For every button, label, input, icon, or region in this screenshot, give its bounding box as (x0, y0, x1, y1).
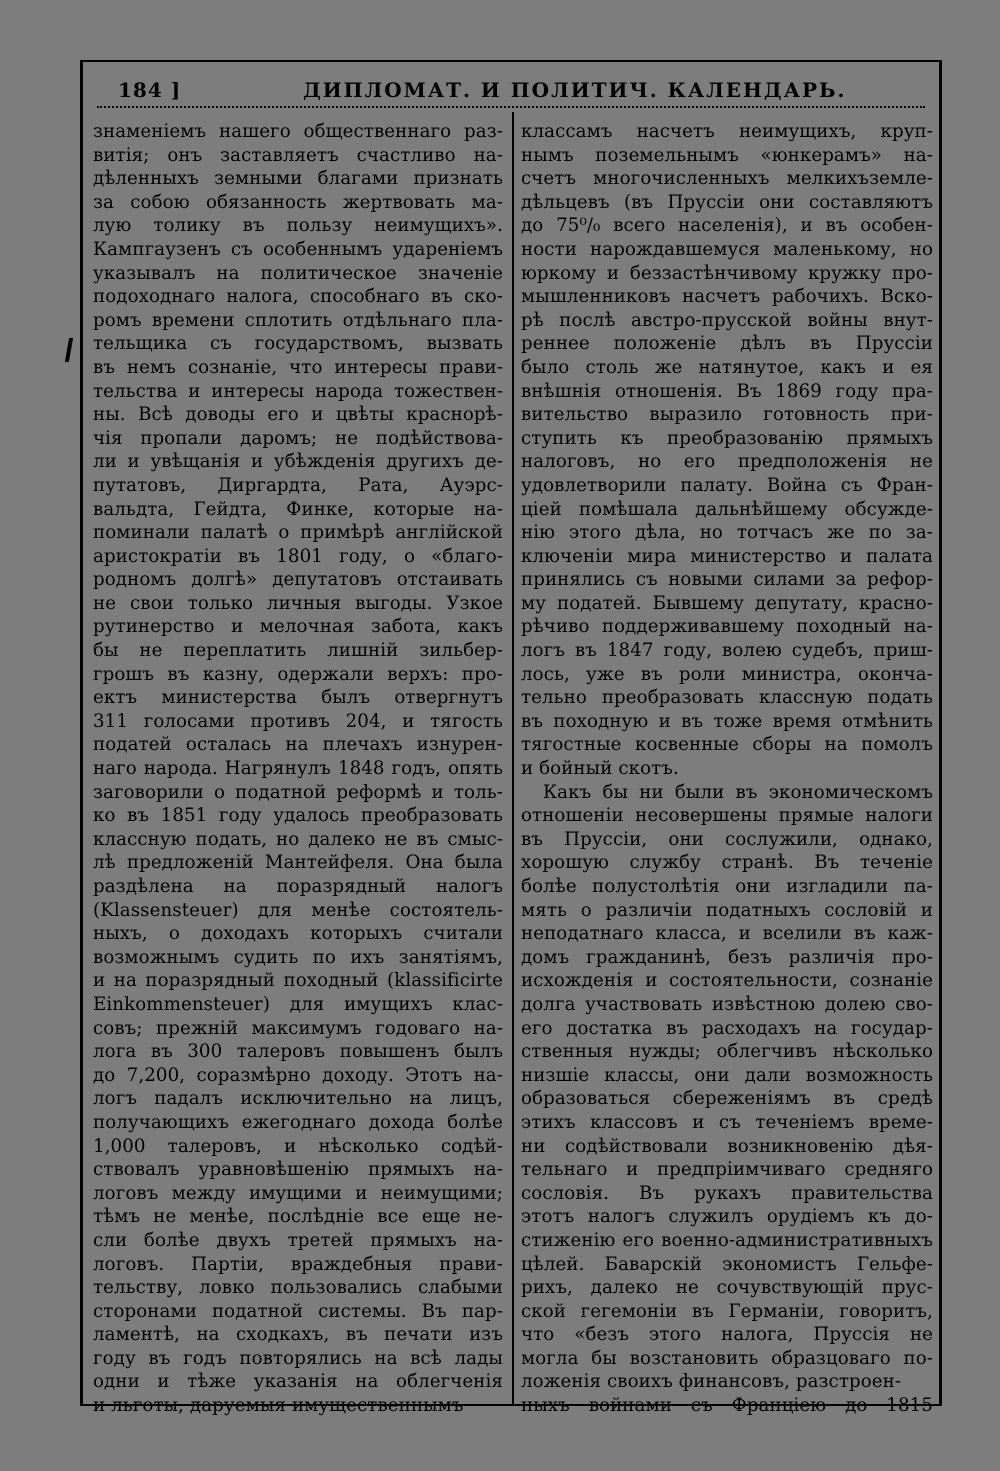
text-line: раздѣлена на поразрядный налогъ (93, 876, 503, 897)
text-line: этихъ классовъ и съ теченіемъ време- (521, 1111, 933, 1133)
text-line: въ Пруссіи, они сослужили, однако, (521, 828, 933, 850)
text-line: до 75⁰/₀ всего населенія), и въ особен- (521, 215, 933, 237)
text-line: путатовъ, Диргардта, Рата, Ауэрс- (93, 474, 503, 496)
text-line: цѣлей. Баварскій экономистъ Гельфе- (521, 1253, 933, 1275)
text-line: классамъ насчетъ неимущихъ, круп- (521, 121, 933, 142)
text-line: ціей помѣшала дальнѣйшему обсужде- (521, 498, 933, 520)
text-line: ромъ времени сплотить отдѣльнаго пла- (93, 309, 503, 331)
text-line: ли и увѣщанія и убѣжденія другихъ де- (93, 451, 503, 473)
text-line: отношеніи несовершены прямые налоги (521, 805, 933, 827)
text-line: ныхъ, о доходахъ которыхъ считали (93, 923, 503, 945)
text-line: (Klassensteuer) для менѣе состоятель- (93, 899, 503, 921)
text-line: заговорили о податной реформѣ и толь- (93, 781, 503, 803)
text-line: лось, уже въ роли министра, оконча- (521, 663, 933, 685)
text-line: подоходнаго налога, способнаго въ ско- (93, 286, 503, 308)
text-line: лую толику въ пользу неимущихъ». (93, 215, 503, 237)
text-line: его достатка въ расходахъ на государ- (521, 1017, 933, 1039)
text-line: налоговъ, но его предположенія не (521, 451, 933, 473)
text-line: 311 голосами противъ 204, и тягость (93, 710, 503, 732)
text-line: за собою обязанность жертвовать ма- (93, 191, 503, 213)
header-rule (97, 106, 925, 108)
text-line: внѣшнія отношенія. Въ 1869 году пра- (521, 380, 933, 402)
text-line: логовъ. Партіи, враждебныя прави- (93, 1253, 503, 1275)
text-line: дѣленныхъ земными благами признать (93, 168, 503, 190)
text-line: не свои только личныя выгоды. Узкое (93, 592, 503, 614)
text-line: тельства и интересы народа тожествен- (93, 380, 503, 402)
text-line: тѣмъ не менѣе, послѣдніе все еще не- (93, 1206, 503, 1228)
text-line: образоваться сбереженіямъ въ средѣ (521, 1088, 933, 1110)
text-line: логъ падалъ исключительно на лицъ, (93, 1088, 503, 1110)
text-line: нію этого дѣла, но тотчасъ же по за- (521, 522, 933, 544)
text-line: ственныя нужды; облегчивъ нѣсколько (521, 1041, 933, 1063)
text-line: одни и тѣже указанія на облегченія (93, 1371, 503, 1393)
text-line: Какъ бы ни были въ экономическомъ (543, 781, 933, 803)
text-line: долга участвовать извѣстною долею сво- (521, 993, 933, 1015)
text-line: ности нарождавшемуся маленькому, но (521, 238, 933, 260)
text-line: совъ; прежній максимумъ годоваго на- (93, 1017, 503, 1039)
text-line: дѣльцевъ (въ Пруссіи они составляютъ (521, 191, 933, 213)
text-line: низшіе классы, они дали возможность (521, 1064, 933, 1086)
text-line: сторонами податной системы. Въ пар- (93, 1300, 503, 1322)
text-line: ектъ министерства былъ отвергнутъ (93, 687, 503, 709)
text-line: податей осталась на плечахъ изнурен- (93, 734, 503, 756)
text-line: получающихъ ежегоднаго дохода болѣе (93, 1111, 503, 1133)
text-line: бы не переплатить лишній зильбер- (93, 640, 503, 662)
text-line: логъ въ 1847 году, волею судебъ, приш- (521, 640, 933, 662)
text-line: классную подать, но далеко не въ смыс- (93, 828, 503, 850)
text-line: сли болѣе двухъ третей прямыхъ на- (93, 1229, 503, 1251)
text-line: вальдта, Гейдта, Финке, которые на- (93, 498, 503, 520)
text-line: ской гегемоніи въ Германіи, говоритъ, (521, 1300, 933, 1322)
text-line: ко въ 1851 году удалось преобразовать (93, 805, 503, 827)
text-line: домъ гражданинѣ, безъ различія про- (521, 946, 933, 968)
text-line: было столь же натянутое, какъ и ея (521, 356, 933, 378)
text-line: что «безъ этого налога, Пруссія не (521, 1324, 933, 1346)
text-line: неподатнаго класса, и вселили въ каж- (521, 923, 933, 945)
left-column (93, 120, 503, 1417)
text-line: рихъ, далеко не сочувствующій прус- (521, 1277, 933, 1299)
text-line: витія; онъ заставляетъ счастливо на- (93, 144, 503, 166)
text-line: ныхъ войнами съ Франціею до 1815 (521, 1395, 933, 1417)
text-line: и льготы, даруемыя имущественнымъ (93, 1395, 464, 1417)
text-line: ламентѣ, на сходкахъ, въ печати изъ (93, 1324, 503, 1346)
text-line: болѣе полустолѣтія они изгладили па- (521, 876, 933, 897)
text-line: 1,000 талеровъ, и нѣсколько содѣй- (93, 1135, 503, 1157)
text-line: и бойный скотъ. (521, 758, 679, 780)
text-line: до 7,200, соразмѣрно доходу. Этотъ на- (93, 1064, 503, 1086)
text-line: лѣ предложеній Мантейфеля. Она была (93, 852, 503, 874)
text-line: стиженію его военно-административныхъ (521, 1229, 933, 1251)
text-line: аристократіи въ 1801 году, о «благо- (93, 545, 503, 567)
page-number: 184 ] (118, 78, 182, 102)
text-line: ключеніи мира министерство и палата (521, 545, 933, 567)
text-line: тельщика съ государствомъ, вызвать (93, 333, 503, 355)
text-line: Einkommensteuer) для имущихъ клас- (93, 993, 503, 1015)
text-line: поминали палатѣ о примѣрѣ англійской (93, 522, 503, 544)
text-line: ны. Всѣ доводы его и цвѣты краснорѣ- (93, 404, 503, 426)
text-line: родномъ долгѣ» депутатовъ отстаивать (93, 569, 503, 591)
text-line: лога въ 300 талеровъ повышенъ былъ (93, 1041, 503, 1063)
text-line: хорошую службу странѣ. Въ теченіе (521, 852, 933, 874)
text-line: могла бы возстановить образцоваго по- (521, 1347, 933, 1369)
text-line: сословія. Въ рукахъ правительства (521, 1182, 933, 1204)
margin-mark (65, 338, 73, 362)
text-line: му податей. Бывшему депутату, красно- (521, 592, 933, 614)
text-line: рѣ послѣ австро-прусской войны внут- (521, 309, 933, 331)
column-divider (512, 112, 514, 1404)
text-line: юркому и беззастѣнчивому кружку про- (521, 262, 933, 284)
right-column (521, 120, 933, 1417)
text-line: реннее положеніе дѣлъ въ Пруссіи (521, 333, 933, 355)
text-line: чія пропали даромъ; не подѣйствова- (93, 427, 503, 449)
text-line: мять о различіи податныхъ сословій и (521, 899, 933, 921)
text-line: исхожденія и состоятельности, сознаніе (521, 970, 933, 992)
text-line: вительство выразило готовность при- (521, 404, 933, 426)
text-line: принялись съ новыми силами за рефор- (521, 569, 933, 591)
text-line: указывалъ на политическое значеніе (93, 262, 503, 284)
page-frame (80, 60, 942, 1417)
page-header (83, 76, 939, 106)
text-line: этотъ налогъ служилъ орудіемъ къ до- (521, 1206, 933, 1228)
text-line: знаменіемъ нашего общественнаго раз- (93, 121, 503, 142)
text-line: тельнаго и предпріимчиваго средняго (521, 1159, 933, 1181)
text-line: и на поразрядный походный (klassificirte (93, 970, 503, 992)
text-line: году въ годъ повторялись на всѣ лады (93, 1347, 503, 1369)
text-line: ступить къ преобразованію прямыхъ (521, 427, 933, 449)
text-line: въ немъ сознаніе, что интересы прави- (93, 356, 503, 378)
text-line: счетъ многочисленныхъ мелкихъземле- (521, 168, 933, 190)
text-line: логовъ между имущими и неимущими; (93, 1182, 503, 1204)
text-line: рутинерство и мелочная забота, какъ (93, 616, 503, 638)
text-line: въ походную и въ тоже время отмѣнить (521, 710, 933, 732)
text-line: тельству, ловко пользовались слабыми (93, 1277, 503, 1299)
text-line: ложенія своихъ финансовъ, разстроен- (521, 1371, 902, 1393)
text-line: мышленниковъ насчетъ рабочихъ. Вско- (521, 286, 933, 308)
text-line: рѣчиво поддерживавшему походный на- (521, 616, 933, 638)
text-line: ни содѣйствовали возникновенію дѣя- (521, 1135, 933, 1157)
text-line: удовлетворили палату. Война съ Фран- (521, 474, 933, 496)
text-line: тельно преобразовать классную подать (521, 687, 933, 709)
running-title: ДИПЛОМАТ. И ПОЛИТИЧ. КАЛЕНДАРЬ. (303, 78, 847, 102)
text-line: возможнымъ судить по ихъ занятіямъ, (93, 946, 503, 968)
text-line: ствовалъ уравновѣшенію прямыхъ на- (93, 1159, 503, 1181)
text-line: нымъ поземельнымъ «юнкерамъ» на- (521, 144, 933, 166)
text-line: наго народа. Нагрянулъ 1848 годъ, опять (93, 758, 503, 780)
text-line: тягостные косвенные сборы на помолъ (521, 734, 933, 756)
text-line: грошъ въ казну, одержали верхъ: про- (93, 663, 503, 685)
text-line: Кампгаузенъ съ особеннымъ удареніемъ (93, 238, 503, 260)
